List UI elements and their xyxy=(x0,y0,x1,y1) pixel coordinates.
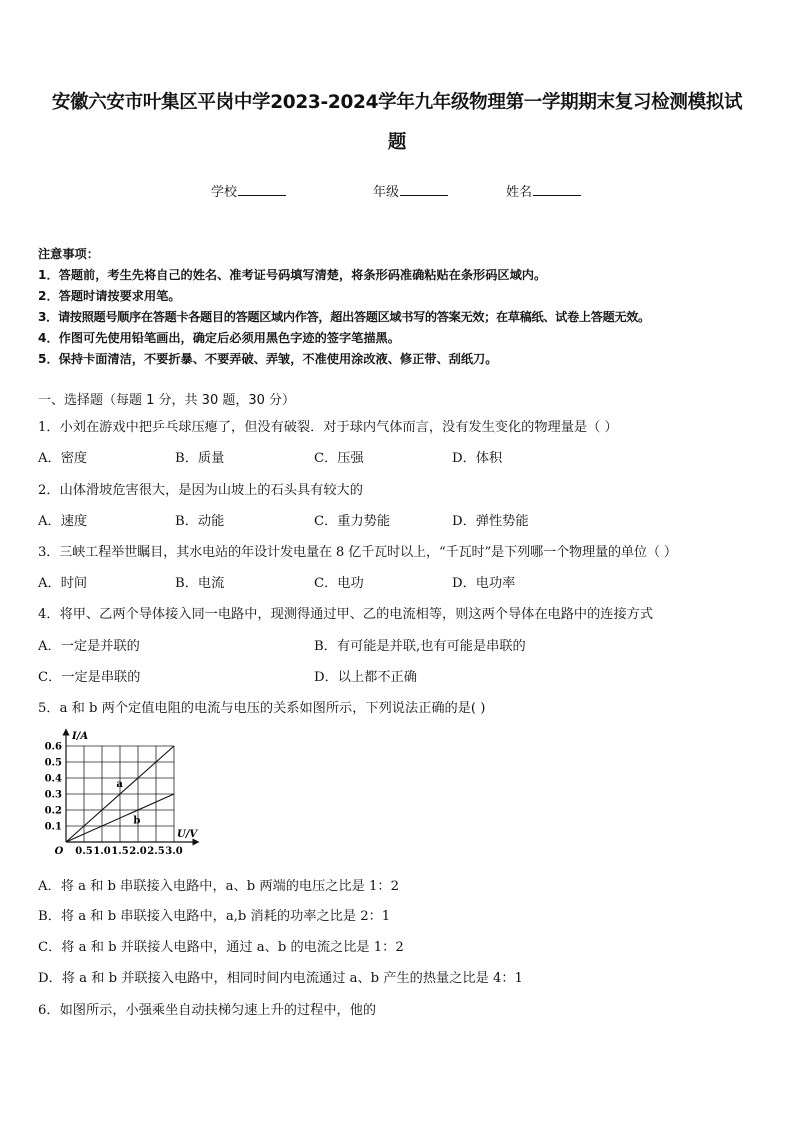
q3-option-a[interactable]: A．时间 xyxy=(38,576,88,591)
x-tick-label: 1.5 xyxy=(111,846,129,857)
q5-option-c[interactable]: C．将 a 和 b 并联接人电路中，通过 a、b 的电流之比是 1：2 xyxy=(38,940,404,955)
q4-option-d[interactable]: D．以上都不正确 xyxy=(314,670,417,685)
q3-option-b[interactable]: B．电流 xyxy=(175,576,225,591)
series-label-b: b xyxy=(133,815,141,827)
y-tick-label: 0.1 xyxy=(44,821,62,833)
x-tick-label: 2.0 xyxy=(129,846,147,857)
origin-label: O xyxy=(54,846,64,857)
q1-option-a[interactable]: A．密度 xyxy=(38,451,88,466)
q4-option-b[interactable]: B．有可能是并联,也有可能是串联的 xyxy=(314,639,526,654)
y-axis-label: I/A xyxy=(72,731,89,742)
y-tick-label: 0.6 xyxy=(44,741,62,753)
question-5-stem: 5．a 和 b 两个定值电阻的电流与电压的关系如图所示，下列说法正确的是( ) xyxy=(38,701,486,716)
current-voltage-chart xyxy=(40,728,200,860)
question-3-stem: 3．三峡工程举世瞩目，其水电站的年设计发电量在 8 亿千瓦时以上，“千瓦时”是下列哪一个物理量的单位（ ） xyxy=(38,545,677,560)
exam-title-line1: 安徽六安市叶集区平岗中学2023-2024学年九年级物理第一学期期末复习检测模拟试 xyxy=(51,92,743,113)
notice-item-4: 4．作图可先使用铅笔画出，确定后必须用黑色字迹的签字笔描黑。 xyxy=(38,331,400,345)
q5-option-a[interactable]: A．将 a 和 b 串联接入电路中，a、b 两端的电压之比是 1：2 xyxy=(38,879,399,894)
notice-item-2: 2．答题时请按要求用笔。 xyxy=(38,289,181,303)
series-label-a: a xyxy=(116,779,123,791)
q1-option-d[interactable]: D．体积 xyxy=(452,451,503,466)
grade-blank[interactable] xyxy=(400,183,448,196)
question-6-stem: 6．如图所示，小强乘坐自动扶梯匀速上升的过程中，他的 xyxy=(38,1003,377,1018)
y-tick-label: 0.5 xyxy=(44,757,62,769)
school-blank[interactable] xyxy=(238,183,286,196)
school-label: 学校 xyxy=(211,185,238,200)
q3-option-d[interactable]: D．电功率 xyxy=(452,576,516,591)
q5-option-b[interactable]: B．将 a 和 b 串联接入电路中，a,b 消耗的功率之比是 2：1 xyxy=(38,909,391,924)
section-heading: 一、选择题（每题 1 分，共 30 题，30 分） xyxy=(38,393,296,408)
notice-item-5: 5．保持卡面清洁，不要折暴、不要弄破、弄皱，不准使用涂改液、修正带、刮纸刀。 xyxy=(38,352,498,366)
q2-option-a[interactable]: A．速度 xyxy=(38,514,88,529)
question-1-stem: 1．小刘在游戏中把乒乓球压瘪了，但没有破裂．对于球内气体而言，没有发生变化的物理量是（ ） xyxy=(38,420,618,435)
name-blank[interactable] xyxy=(533,183,581,196)
notice-item-3: 3．请按照题号顺序在答题卡各题目的答题区域内作答，超出答题区域书写的答案无效；在草稿纸、试卷上答题无效。 xyxy=(38,310,650,324)
y-tick-label: 0.2 xyxy=(44,805,62,817)
q4-option-a[interactable]: A．一定是并联的 xyxy=(38,639,140,654)
name-label: 姓名 xyxy=(506,185,533,200)
x-axis-label: U/V xyxy=(177,829,198,840)
name-field[interactable] xyxy=(506,181,581,200)
q1-option-b[interactable]: B．质量 xyxy=(175,451,225,466)
school-field[interactable] xyxy=(211,181,286,200)
x-tick-label: 3.0 xyxy=(165,846,183,857)
q2-option-c[interactable]: C．重力势能 xyxy=(314,514,391,529)
x-tick-label: 0.5 xyxy=(75,846,93,857)
q1-option-c[interactable]: C．压强 xyxy=(314,451,364,466)
x-tick-label: 1.0 xyxy=(93,846,111,857)
question-4-stem: 4．将甲、乙两个导体接入同一电路中，现测得通过甲、乙的电流相等，则这两个导体在电路中的连接方式 xyxy=(38,607,654,622)
grade-label: 年级 xyxy=(373,185,400,200)
notice-item-1: 1．答题前，考生先将自己的姓名、准考证号码填写清楚，将条形码准确粘贴在条形码区域内。 xyxy=(38,268,547,282)
q5-option-d[interactable]: D．将 a 和 b 并联接入电路中，相同时间内电流通过 a、b 产生的热量之比是 4：1 xyxy=(38,971,523,986)
y-tick-label: 0.3 xyxy=(44,789,62,801)
q2-option-d[interactable]: D．弹性势能 xyxy=(452,514,529,529)
question-2-stem: 2．山体滑坡危害很大，是因为山坡上的石头具有较大的 xyxy=(38,483,363,498)
exam-title-line2: 题 xyxy=(387,132,407,153)
notice-heading: 注意事项： xyxy=(38,247,99,261)
y-tick-label: 0.4 xyxy=(44,773,62,785)
q3-option-c[interactable]: C．电功 xyxy=(314,576,364,591)
q2-option-b[interactable]: B．动能 xyxy=(175,514,225,529)
x-tick-label: 2.5 xyxy=(147,846,165,857)
grade-field[interactable] xyxy=(373,181,448,200)
q4-option-c[interactable]: C．一定是串联的 xyxy=(38,670,141,685)
